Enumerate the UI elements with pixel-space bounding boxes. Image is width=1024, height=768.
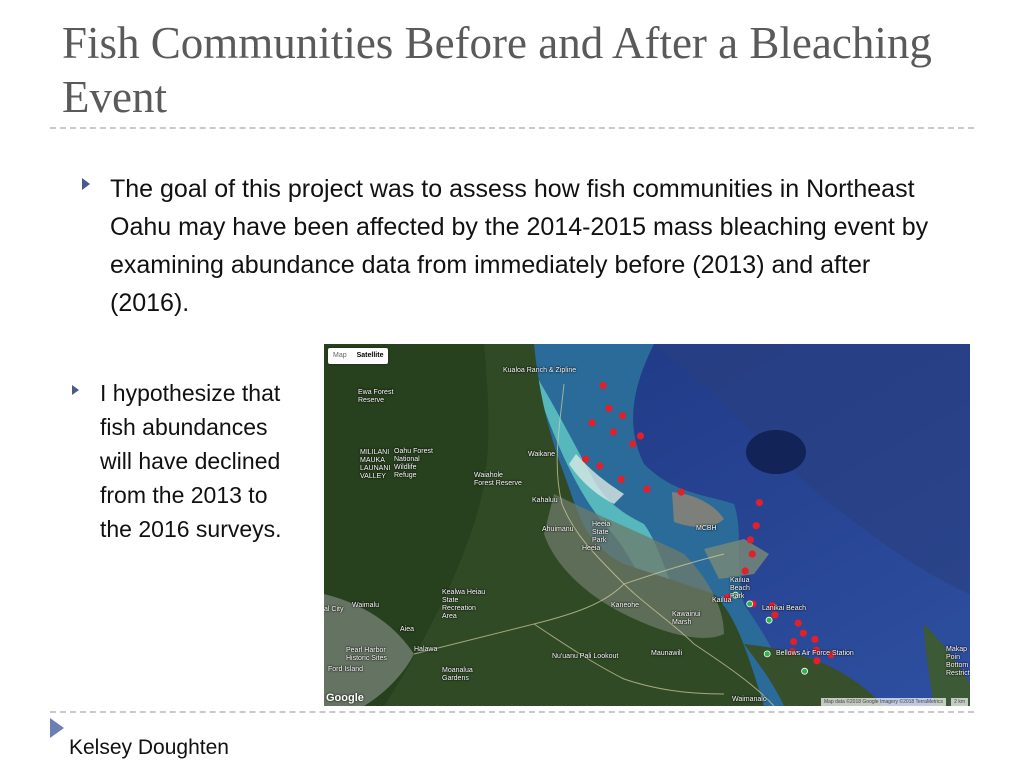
author-name: Kelsey Doughten xyxy=(69,736,229,759)
survey-site-marker[interactable] xyxy=(619,412,626,419)
map-tab[interactable]: Map xyxy=(333,352,347,359)
survey-site-marker[interactable] xyxy=(800,630,807,637)
survey-site-marker[interactable] xyxy=(610,428,617,435)
label-waimalu: Waimalu xyxy=(352,602,379,609)
label-bellows: Bellows Air Force Station xyxy=(776,650,854,657)
survey-site-marker[interactable] xyxy=(753,522,760,529)
survey-site-marker[interactable] xyxy=(637,432,644,439)
label-mcbh: MCBH xyxy=(696,525,717,532)
survey-site-marker[interactable] xyxy=(596,462,603,469)
bullet-triangle-icon xyxy=(72,385,79,395)
survey-site-marker[interactable] xyxy=(811,636,818,643)
map-attribution[interactable]: Map data ©2018 Google Imagery ©2018 TerraMetrics xyxy=(821,698,946,706)
label-ewa: Ewa Forest Reserve xyxy=(358,389,394,404)
undersea-mound xyxy=(746,430,806,474)
map-type-toggle[interactable] xyxy=(328,348,388,364)
survey-site-marker[interactable] xyxy=(605,405,612,412)
survey-site-marker[interactable] xyxy=(600,382,607,389)
label-waikane: Waikane xyxy=(528,451,555,458)
survey-site-marker[interactable] xyxy=(582,456,589,463)
label-kaneohe: Kaneohe xyxy=(611,602,640,609)
label-waimanalo: Waimanalo xyxy=(732,696,767,703)
footer-divider xyxy=(50,711,974,713)
survey-site-marker[interactable] xyxy=(618,476,625,483)
survey-site-marker[interactable] xyxy=(813,657,820,664)
survey-site-marker[interactable] xyxy=(749,550,756,557)
label-pali: Nu'uanu Pali Lookout xyxy=(552,653,619,660)
label-lanikai: Lanikai Beach xyxy=(762,605,806,612)
label-city: al City xyxy=(324,606,344,613)
label-kahaluu: Kahaluu xyxy=(532,497,558,504)
park-marker[interactable] xyxy=(764,651,770,657)
label-waiahole: Waiahole Forest Reserve xyxy=(474,472,522,487)
survey-site-marker[interactable] xyxy=(790,638,797,645)
survey-site-marker[interactable] xyxy=(747,536,754,543)
label-halawa: Halawa xyxy=(414,646,438,653)
survey-site-marker[interactable] xyxy=(643,486,650,493)
park-marker[interactable] xyxy=(802,668,808,674)
survey-site-marker[interactable] xyxy=(629,440,636,447)
park-marker[interactable] xyxy=(747,601,753,607)
google-logo: Google xyxy=(326,692,364,704)
label-makapuu: Makap Poin Bottom Restrict xyxy=(946,646,970,677)
goal-text: The goal of this project was to assess how fish communities in Northeast Oahu may have been affected by the 2014-2015 mass bleaching event by examining abundance data from immediately before (2013) and after (2016). xyxy=(110,175,929,317)
label-mililani: MILILANI MAUKA LAUNANI VALLEY xyxy=(360,449,391,480)
hypothesis-bullet xyxy=(72,376,312,546)
label-ahuimanu: Ahuimanu xyxy=(542,526,574,533)
label-aiea: Aiea xyxy=(400,626,415,633)
label-kailua-park: Kailua Beach Park xyxy=(730,577,750,600)
bullet-triangle-icon xyxy=(82,178,90,190)
hypothesis-text: I hypothesize that fish abundances will have declined from the 2013 to the 2016 surveys. xyxy=(100,380,282,542)
label-kailua: Kailua xyxy=(712,597,732,604)
slide-title: Fish Communities Before and After a Bleaching Event xyxy=(62,18,932,122)
label-moanalua: Moanalua Gardens xyxy=(442,667,473,682)
survey-site-marker[interactable] xyxy=(742,567,749,574)
label-heeia-park: Heeia State Park xyxy=(592,521,611,544)
goal-bullet xyxy=(82,170,942,322)
label-kualoa: Kualoa Ranch & Zipline xyxy=(503,367,577,374)
label-ford-island: Ford Island xyxy=(328,666,364,673)
label-maunawili: Maunawili xyxy=(651,650,683,657)
satellite-map[interactable] xyxy=(324,344,970,706)
label-kawainui: Kawainui Marsh xyxy=(672,611,701,626)
survey-site-marker[interactable] xyxy=(589,419,596,426)
park-marker[interactable] xyxy=(766,617,772,623)
survey-site-marker[interactable] xyxy=(795,620,802,627)
label-pearl-harbor: Pearl Harbor Historic Sites xyxy=(346,647,387,662)
map-scale: 2 km xyxy=(951,698,968,706)
label-oahu-forest: Oahu Forest National Wildlife Refuge xyxy=(394,448,433,479)
title-divider xyxy=(50,127,974,129)
survey-site-marker[interactable] xyxy=(678,489,685,496)
survey-site-marker[interactable] xyxy=(756,499,763,506)
label-heeia: Heeia xyxy=(582,545,601,552)
label-kealwa: Kealwa Heiau State Recreation Area xyxy=(442,589,486,620)
satellite-tab[interactable]: Satellite xyxy=(356,352,384,359)
footer-triangle-icon xyxy=(50,718,64,738)
